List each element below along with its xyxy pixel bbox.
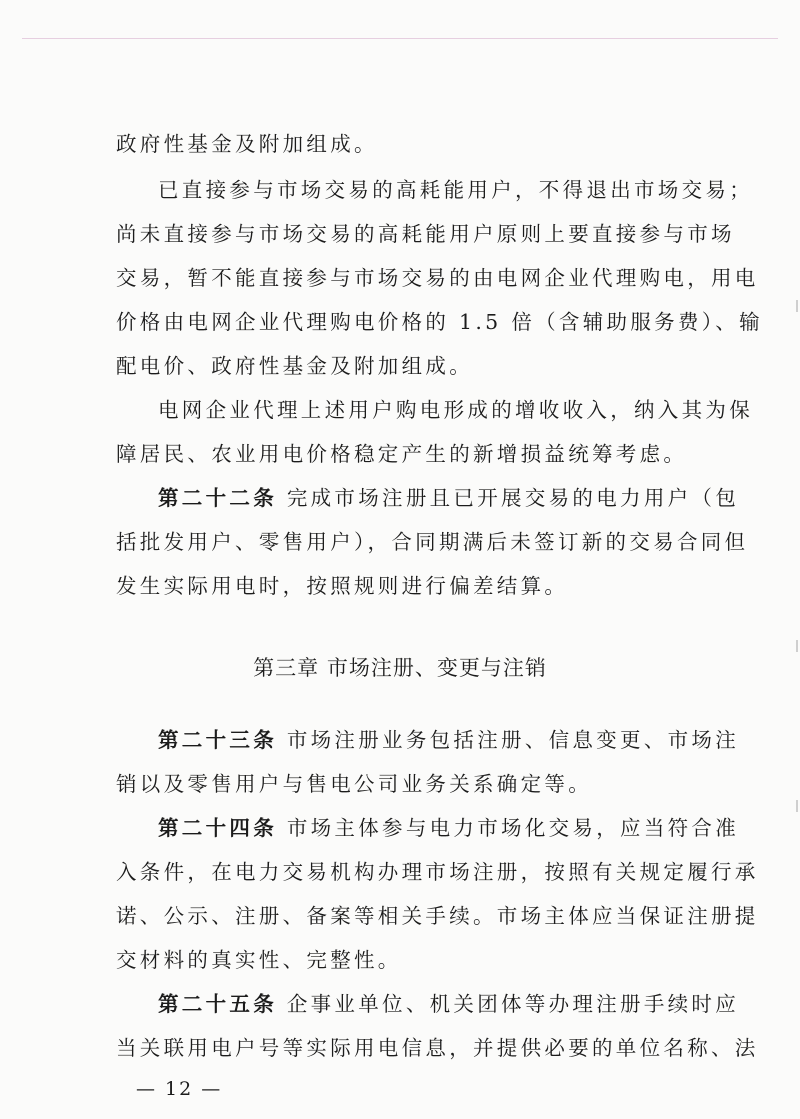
body-text-line: 配电价、政府性基金及附加组成。 bbox=[116, 354, 473, 378]
article-23-first-line bbox=[158, 730, 739, 751]
body-text-line: 障居民、农业用电价格稳定产生的新增损益统筹考虑。 bbox=[116, 442, 688, 466]
chapter-heading: 第三章 市场注册、变更与注销 bbox=[253, 656, 547, 680]
body-text-line: 价格由电网企业代理购电价格的 1.5 倍（含辅助服务费）、输 bbox=[116, 310, 763, 334]
body-text-line: 电网企业代理上述用户购电形成的增收收入，纳入其为保 bbox=[158, 398, 753, 422]
article-24-text: 市场主体参与电力市场化交易，应当符合准 bbox=[286, 816, 740, 840]
article-22-label: 第二十二条 bbox=[158, 486, 277, 510]
body-text-line: 政府性基金及附加组成。 bbox=[116, 132, 378, 156]
body-text-line: 尚未直接参与市场交易的高耗能用户原则上要直接参与市场 bbox=[116, 222, 735, 246]
scan-mark bbox=[796, 800, 798, 812]
article-25-label: 第二十五条 bbox=[158, 992, 277, 1016]
body-text-line: 发生实际用电时，按照规则进行偏差结算。 bbox=[116, 574, 569, 598]
body-text-line: 交易，暂不能直接参与市场交易的由电网企业代理购电，用电 bbox=[116, 266, 759, 290]
article-25-text: 企事业单位、机关团体等办理注册手续时应 bbox=[286, 992, 740, 1016]
article-23-text: 市场注册业务包括注册、信息变更、市场注 bbox=[286, 728, 740, 752]
article-24-label: 第二十四条 bbox=[158, 816, 277, 840]
article-25-first-line bbox=[158, 994, 739, 1015]
scan-mark bbox=[796, 300, 798, 312]
body-text-line: 交材料的真实性、完整性。 bbox=[116, 948, 402, 972]
body-text-line: 销以及零售用户与售电公司业务关系确定等。 bbox=[116, 772, 592, 796]
body-text-line: 括批发用户、零售用户），合同期满后未签订新的交易合同但 bbox=[116, 530, 749, 554]
article-22-first-line bbox=[158, 488, 739, 509]
body-text-line: 诺、公示、注册、备案等相关手续。市场主体应当保证注册提 bbox=[116, 904, 759, 928]
body-text-line: 当关联用电户号等实际用电信息，并提供必要的单位名称、法 bbox=[116, 1036, 759, 1060]
article-22-text: 完成市场注册且已开展交易的电力用户（包 bbox=[286, 486, 740, 510]
article-24-first-line bbox=[158, 818, 739, 839]
body-text-line: 已直接参与市场交易的高耗能用户，不得退出市场交易； bbox=[158, 178, 753, 202]
body-text-line: 入条件，在电力交易机构办理市场注册，按照有关规定履行承 bbox=[116, 860, 759, 884]
top-border-line bbox=[22, 38, 778, 39]
page-number: — 12 — bbox=[136, 1078, 223, 1100]
article-23-label: 第二十三条 bbox=[158, 728, 277, 752]
scan-mark bbox=[796, 640, 798, 652]
